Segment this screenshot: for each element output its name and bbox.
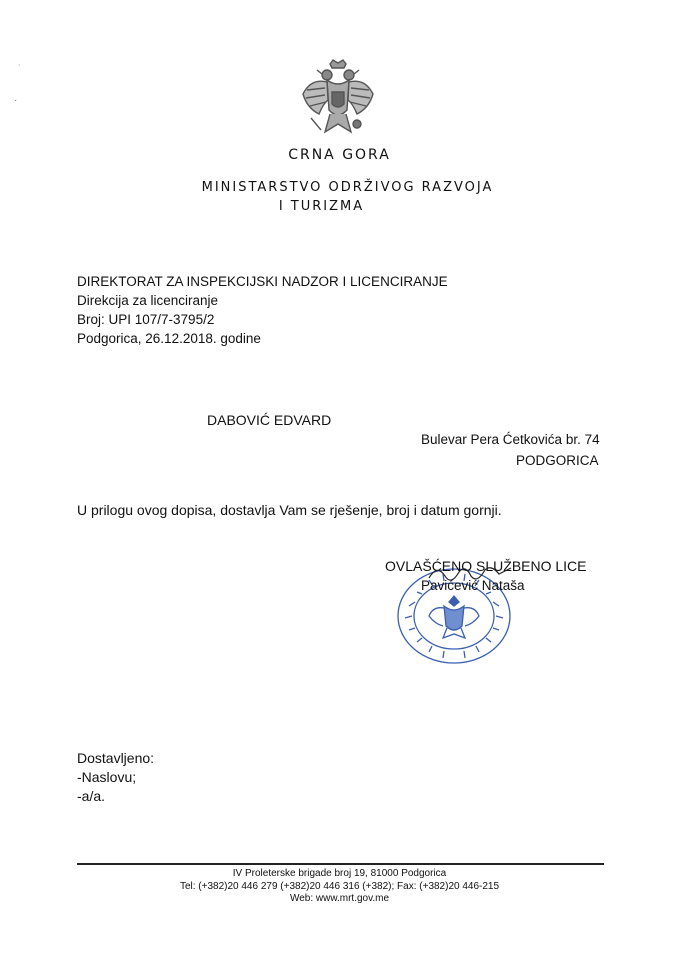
delivered-label: Dostavljeno: <box>77 750 155 766</box>
footer-contact: Tel: (+382)20 446 279 (+382)20 446 316 (+382); Fax: (+382)20 446-215 <box>179 881 500 892</box>
recipient-address: Bulevar Pera Ćetkovića br. 74 <box>421 432 600 447</box>
reference-number: Broj: UPI 107/7-3795/2 <box>77 312 215 327</box>
delivered-item: -Naslovu; <box>77 769 137 785</box>
recipient-name: DABOVIĆ EDVARD <box>207 412 332 428</box>
recipient-city: PODGORICA <box>516 453 599 468</box>
footer-divider <box>77 863 604 865</box>
coat-of-arms-emblem <box>297 58 379 144</box>
directorate-name: DIREKTORAT ZA INSPEKCIJSKI NADZOR I LICENCIRANJE <box>77 274 448 289</box>
country-name: CRNA GORA <box>288 147 391 163</box>
sender-block <box>77 272 448 348</box>
delivered-to-block <box>77 749 154 806</box>
ministry-name-line1: MINISTARSTVO ODRŽIVOG RAZVOJA <box>201 180 494 195</box>
signatory-name: Pavićević Nataša <box>421 578 525 593</box>
department-name: Direkcija za licenciranje <box>77 293 219 308</box>
scan-mark: · <box>14 95 18 106</box>
letter-body: U prilogu ovog dopisa, dostavlja Vam se rješenje, broj i datum gornji. <box>77 502 502 518</box>
footer-address: IV Proleterske brigade broj 19, 81000 Podgorica <box>232 868 447 879</box>
handwritten-signature <box>425 560 515 588</box>
scan-mark: ˙ <box>18 64 22 75</box>
signatory-title: OVLAŠĆENO SLUŽBENO LICE <box>385 558 587 574</box>
footer-website: Web: www.mrt.gov.me <box>289 893 390 904</box>
delivered-item: -a/a. <box>77 788 106 804</box>
place-date: Podgorica, 26.12.2018. godine <box>77 331 261 346</box>
ministry-name-line2: I TURIZMA <box>278 199 365 214</box>
